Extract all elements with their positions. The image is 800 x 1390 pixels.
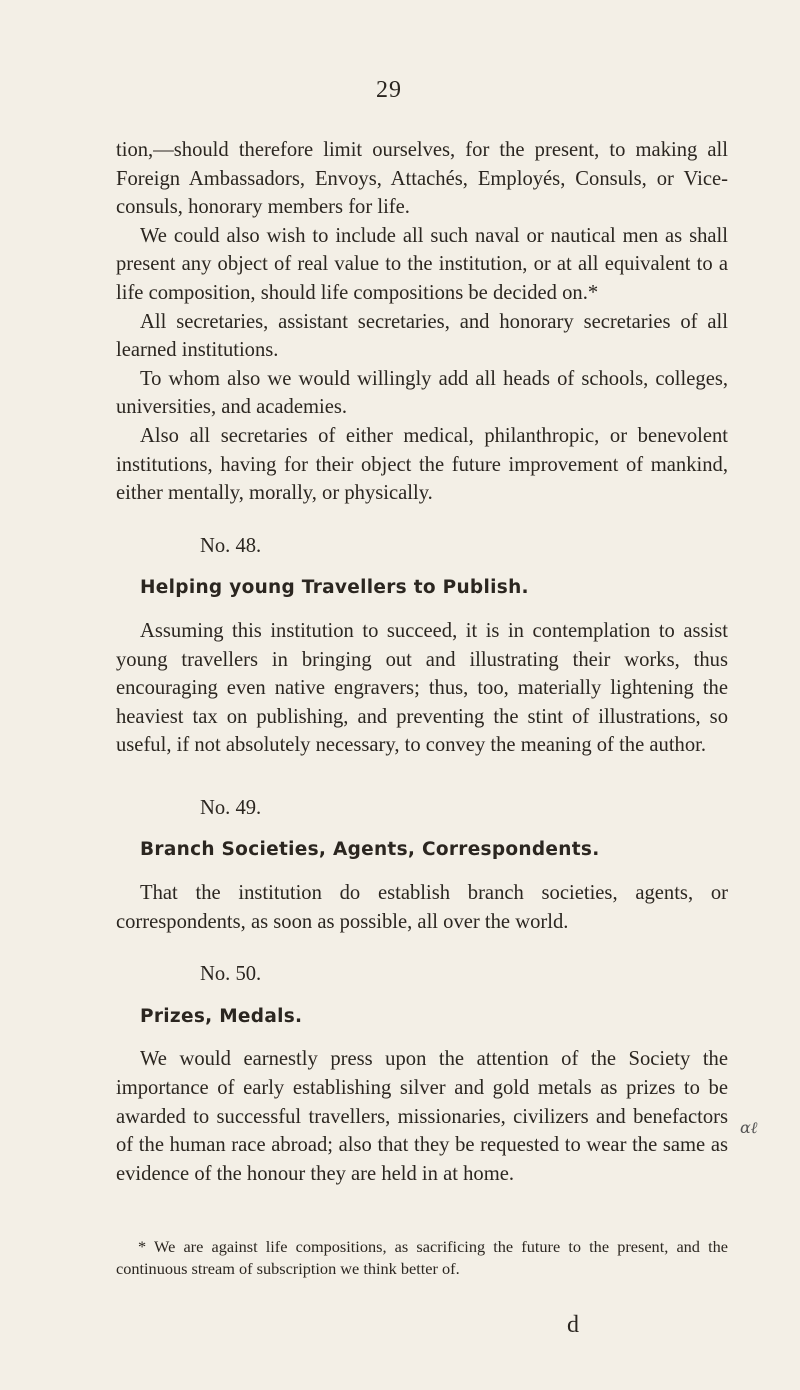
section-number: No. 48. — [200, 534, 262, 557]
paragraph: We could also wish to include all such naval or nautical men as shall present any object of real value to the institution, or at all equivalent to a life composition, should life compositions be decided on.* — [116, 224, 728, 304]
section-text: Assuming this institution to succeed, it is in contemplation to assist young travellers in bringing out and illustrating their works, thus encouraging even native engravers; thus, too, materially lightening the heaviest tax on publishing, and preventing the stint of illustrations, so useful, if not absolutely necessary, to convey the meaning of the author. — [116, 619, 728, 757]
section-heading: Helping young Travellers to Publish. — [140, 577, 529, 599]
body-text — [116, 136, 728, 1188]
section-number: No. 50. — [200, 963, 262, 986]
section-text: That the institution do establish branch societies, agents, or correspondents, as soon as possible, all over the world. — [116, 882, 728, 933]
section-number: No. 49. — [200, 796, 262, 819]
footnote: * We are against life compositions, as sacrificing the future to the present, and the continuous stream of subscription we think better of. — [116, 1237, 728, 1278]
paragraph: tion,—should therefore limit ourselves, for the present, to making all Foreign Ambassadors, Envoys, Attachés, Employés, Consuls, or Vice-consuls, honorary members for life. — [116, 139, 728, 219]
section-heading: Prizes, Medals. — [140, 1005, 303, 1027]
page-number: 29 — [376, 77, 402, 103]
paragraph: To whom also we would willingly add all heads of schools, colleges, universities, and academies. — [116, 367, 728, 419]
paragraph: All secretaries, assistant secretaries, and honorary secretaries of all learned institutions. — [116, 310, 728, 362]
paragraph: Also all secretaries of either medical, philanthropic, or benevolent institutions, having for their object the future improvement of mankind, either mentally, morally, or physically. — [116, 424, 728, 505]
section-text: We would earnestly press upon the attention of the Society the importance of early establishing silver and gold metals as prizes to be awarded to successful travellers, missionaries, civilizers and benefactors of the human race abroad; also that they be requested to wear the same as evidence of the honour they are held in at home. — [116, 1048, 728, 1185]
section-heading: Branch Societies, Agents, Correspondents. — [140, 839, 600, 861]
signature-mark: d — [567, 1312, 579, 1338]
margin-annotation: ɑℓ — [740, 1118, 758, 1137]
